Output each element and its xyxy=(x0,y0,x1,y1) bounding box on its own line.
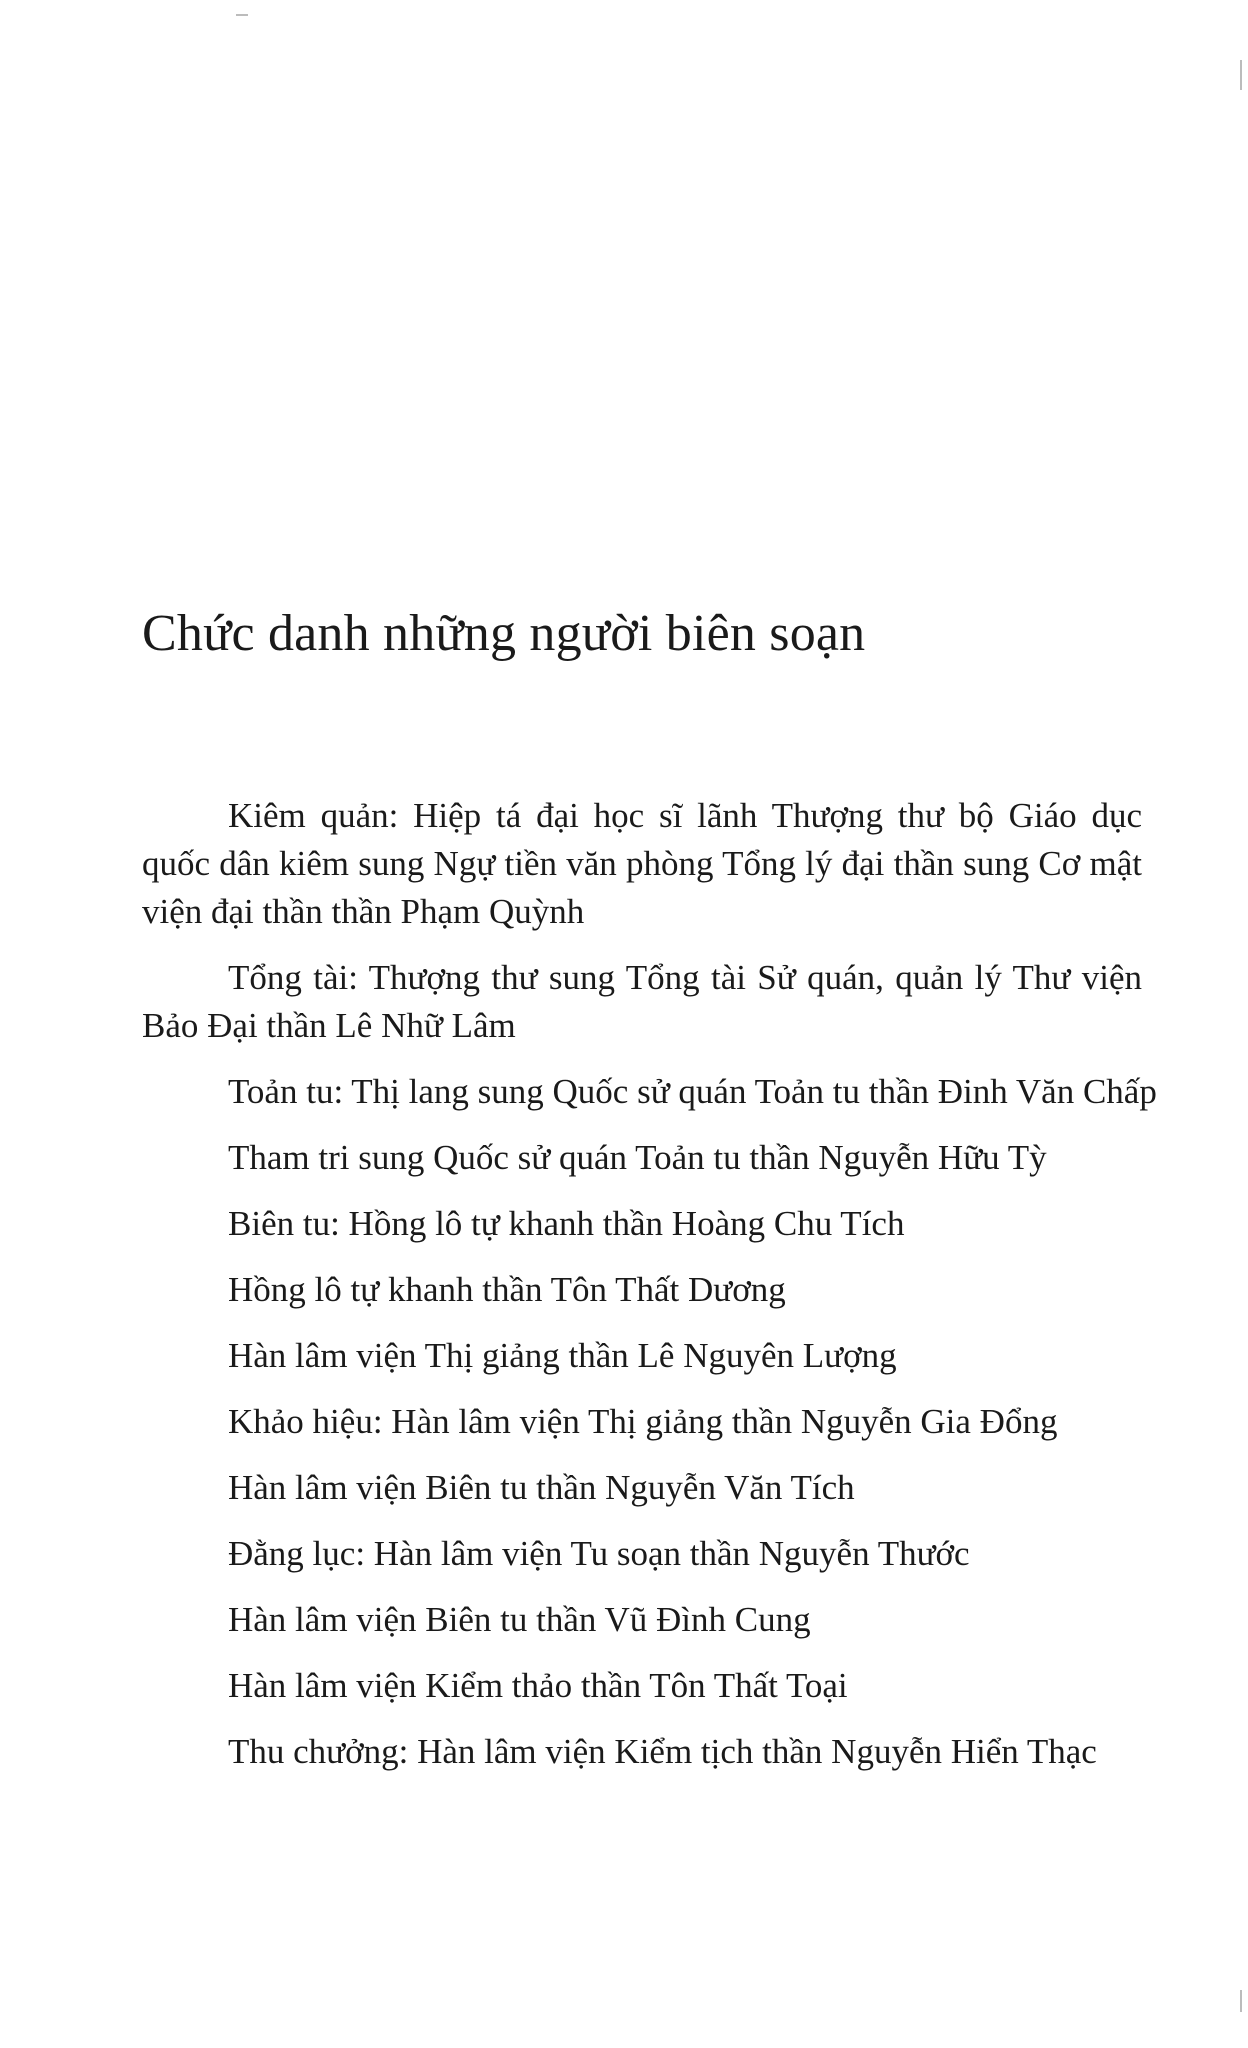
line-han-lam-bien-tu-1: Hàn lâm viện Biên tu thần Nguyễn Văn Tích xyxy=(228,1468,855,1507)
scan-edge-mark xyxy=(1240,60,1242,90)
line-bien-tu: Biên tu: Hồng lô tự khanh thần Hoàng Chu Tích xyxy=(228,1204,905,1243)
line-hong-lo: Hồng lô tự khanh thần Tôn Thất Dương xyxy=(228,1270,786,1309)
line-thu-chuong: Thu chưởng: Hàn lâm viện Kiểm tịch thần Nguyễn Hiển Thạc xyxy=(228,1732,1097,1771)
page-title: Chức danh những người biên soạn xyxy=(142,605,866,662)
paragraph-tong-tai: Tổng tài: Thượng thư sung Tổng tài Sử quán, quản lý Thư viện Bảo Đại thần Lê Nhữ Lâm xyxy=(142,958,1142,1045)
scan-edge-mark xyxy=(1240,1990,1242,2012)
paragraph-kiem-quan: Kiêm quản: Hiệp tá đại học sĩ lãnh Thượng thư bộ Giáo dục quốc dân kiêm sung Ngự tiền văn phòng Tổng lý đại thần sung Cơ mật viện đại thần thần Phạm Quỳnh xyxy=(142,796,1142,931)
line-dang-luc: Đằng lục: Hàn lâm viện Tu soạn thần Nguyễn Thước xyxy=(228,1534,970,1573)
contributors-list xyxy=(142,792,1157,1794)
line-tham-tri: Tham tri sung Quốc sử quán Toản tu thần Nguyễn Hữu Tỳ xyxy=(228,1138,1047,1177)
line-khao-hieu: Khảo hiệu: Hàn lâm viện Thị giảng thần Nguyễn Gia Đổng xyxy=(228,1402,1058,1441)
line-han-lam-bien-tu-2: Hàn lâm viện Biên tu thần Vũ Đình Cung xyxy=(228,1600,811,1639)
line-toan-tu: Toản tu: Thị lang sung Quốc sử quán Toản tu thần Đinh Văn Chấp xyxy=(228,1072,1157,1111)
scan-edge-mark xyxy=(236,14,248,16)
line-han-lam-kiem-thao: Hàn lâm viện Kiểm thảo thần Tôn Thất Toại xyxy=(228,1666,848,1705)
line-han-lam-thi-giang: Hàn lâm viện Thị giảng thần Lê Nguyên Lượng xyxy=(228,1336,897,1375)
